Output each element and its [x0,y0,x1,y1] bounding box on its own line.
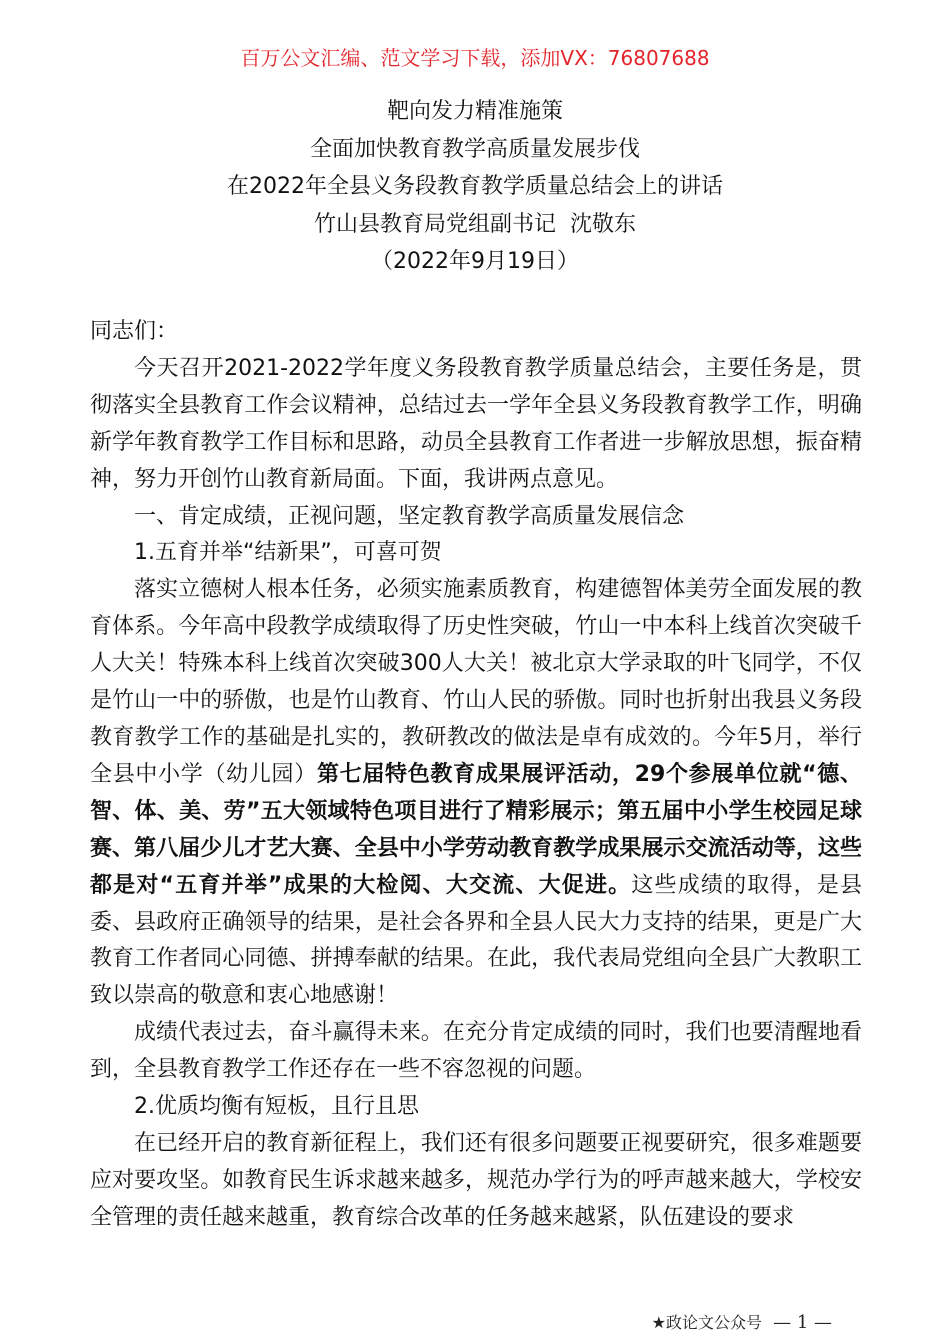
subheading-1: 1.五育并举“结新果”，可喜可贺 [134,540,442,566]
footer-source: ★政论文公众号 [651,1313,762,1332]
paragraph-problems: 在已经开启的教育新征程上，我们还有很多问题要正视要研究，很多难题要应对要攻坚。如教育民生诉求越来越多，规范办学行为的呼声越来越大，学校安全管理的责任越来越重，教育综合改革的任务越来越紧，队伍建设的要求 [90,1130,862,1230]
paragraph-intro: 今天召开2021-2022学年度义务段教育教学质量总结会，主要任务是，贯彻落实全县教育工作会议精神，总结过去一学年全县义务段教育教学工作，明确新学年教育教学工作目标和思路，动员全县教育工作者进一步解放思想，振奋精神，努力开创竹山教育新局面。下面，我讲两点意见。 [90,355,862,492]
subheading-2: 2.优质均衡有短板，且行且思 [134,1094,419,1120]
paragraph-achievements-part-b: 这些成绩的取得，是县委、县政府正确领导的结果，是社会各界和全县人民大力支持的结果，更是广大教育工作者同心同德、拼搏奉献的结果。在此，我代表局党组向全县广大教职工致以崇高的敬意和衷心地感谢！ [90,872,862,1009]
promo-banner: 百万公文汇编、范文学习下载，添加VX：76807688 [240,46,710,70]
speaker: 竹山县教育局党组副书记 沈敬东 [314,211,636,237]
salutation: 同志们： [90,319,179,344]
speech-body [90,314,862,1237]
speech-date: （2022年9月19日） [371,249,579,274]
paragraph-achievements [90,572,862,1015]
main-title: 靶向发力精准施策 [386,99,563,124]
paragraph-achievements-part-a: 落实立德树人根本任务，必须实施素质教育，构建德智体美劳全面发展的教育体系。今年高中段教学成绩取得了历史性突破，竹山一中本科上线首次突破千人大关！特殊本科上线首次突破300人大关！被北京大学录取的叶飞同学，不仅是竹山一中的骄傲，也是竹山教育、竹山人民的骄傲。同时也折射出我县义务段教育教学工作的基础是扎实的，教研教改的做法是卓有成效的。今年5月，举行全县中小学（幼儿园） [90,577,862,787]
paragraph-achievements-bold: 第七届特色教育成果展评活动，29个参展单位就“德、智、体、美、劳”五大领域特色项目进行了精彩展示；第五届中小学生校园足球赛、第八届少儿才艺大赛、全县中小学劳动教育教学成果展示交流活动等，这些都是对“五育并举”成果的大检阅、大交流、大促进。 [90,761,862,898]
page-number: — 1 — [773,1312,832,1333]
speech-occasion: 在2022年全县义务段教育教学质量总结会上的讲话 [227,174,723,199]
subtitle: 全面加快教育教学高质量发展步伐 [309,136,640,162]
paragraph-transition: 成绩代表过去，奋斗赢得未来。在充分肯定成绩的同时，我们也要清醒地看到，全县教育教学工作还存在一些不容忽视的问题。 [90,1020,862,1083]
title-block [0,93,950,281]
section-heading-1: 一、肯定成绩，正视问题，坚定教育教学高质量发展信念 [134,503,685,529]
page-footer [652,1311,832,1335]
